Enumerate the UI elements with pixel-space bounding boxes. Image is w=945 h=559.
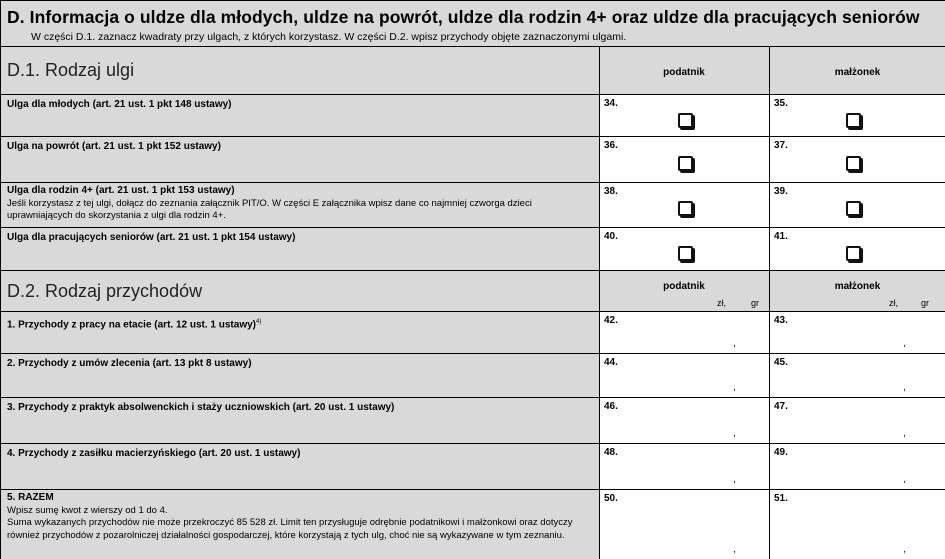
- field-number: 34.: [604, 98, 618, 109]
- currency-zl-taxpayer: zł,: [717, 298, 726, 308]
- relief-checkbox-taxpayer[interactable]: [678, 156, 693, 171]
- field-number: 50.: [604, 493, 618, 504]
- field-number: 46.: [604, 401, 618, 412]
- field-number: 37.: [774, 140, 788, 151]
- field-number: 38.: [604, 186, 618, 197]
- income-input-taxpayer[interactable]: [599, 398, 769, 443]
- total-input-taxpayer[interactable]: [599, 490, 769, 559]
- taxpayer-cell: [599, 183, 769, 227]
- field-number: 45.: [774, 357, 788, 368]
- relief-row: [1, 94, 945, 136]
- spouse-cell: [769, 95, 945, 136]
- decimal-separator: ,: [903, 382, 906, 393]
- d1-heading-row: [1, 47, 945, 94]
- d2-col-taxpayer: podatnik: [663, 281, 705, 292]
- d2-heading-row: [1, 270, 945, 311]
- relief-checkbox-spouse[interactable]: [846, 113, 861, 128]
- income-input-spouse[interactable]: [769, 398, 945, 443]
- income-label: 3. Przychody z praktyk absolwenckich i staży uczniowskich (art. 20 ust. 1 ustawy): [7, 402, 395, 413]
- relief-label: Ulga na powrót (art. 21 ust. 1 pkt 152 ustawy): [7, 141, 221, 152]
- currency-gr-spouse: gr: [921, 298, 930, 308]
- income-total-row: [1, 489, 945, 559]
- income-input-spouse[interactable]: [769, 312, 945, 353]
- spouse-cell: [769, 228, 945, 270]
- total-instruction: Wpisz sumę kwot z wierszy od 1 do 4.: [7, 504, 168, 516]
- decimal-separator: ,: [733, 338, 736, 349]
- section-header: [1, 1, 945, 47]
- relief-label: Ulga dla rodzin 4+ (art. 21 ust. 1 pkt 153 ustawy): [7, 185, 235, 196]
- field-number: 48.: [604, 447, 618, 458]
- relief-label: Ulga dla młodych (art. 21 ust. 1 pkt 148 ustawy): [7, 99, 232, 110]
- relief-checkbox-spouse[interactable]: [846, 201, 861, 216]
- relief-checkbox-spouse[interactable]: [846, 246, 861, 261]
- relief-checkbox-taxpayer[interactable]: [678, 201, 693, 216]
- d2-title: D.2. Rodzaj przychodów: [7, 281, 203, 301]
- income-label: 2. Przychody z umów zlecenia (art. 13 pkt 8 ustawy): [7, 358, 252, 369]
- section-instructions: W części D.1. zaznacz kwadraty przy ulgach, z których korzystasz. W części D.2. wpisz przychody objęte zaznaczonymi ulgami.: [31, 31, 627, 43]
- income-label: 1. Przychody z pracy na etacie (art. 12 ust. 1 ustawy): [7, 319, 256, 331]
- field-number: 49.: [774, 447, 788, 458]
- total-input-spouse[interactable]: [769, 490, 945, 559]
- d2-col-spouse: małżonek: [834, 281, 881, 292]
- field-number: 51.: [774, 493, 788, 504]
- column-divider: [769, 271, 770, 312]
- spouse-cell: [769, 183, 945, 227]
- decimal-separator: ,: [733, 474, 736, 485]
- footnote-ref: 4): [256, 319, 262, 325]
- column-divider: [769, 47, 770, 94]
- field-number: 41.: [774, 231, 788, 242]
- field-number: 35.: [774, 98, 788, 109]
- column-divider: [599, 271, 600, 312]
- income-input-taxpayer[interactable]: [599, 354, 769, 397]
- decimal-separator: ,: [733, 382, 736, 393]
- field-number: 47.: [774, 401, 788, 412]
- relief-checkbox-spouse[interactable]: [846, 156, 861, 171]
- field-number: 42.: [604, 315, 618, 326]
- decimal-separator: ,: [903, 474, 906, 485]
- relief-row: [1, 227, 945, 270]
- income-input-taxpayer[interactable]: [599, 312, 769, 353]
- field-number: 39.: [774, 186, 788, 197]
- income-row: [1, 353, 945, 397]
- column-divider: [599, 47, 600, 94]
- field-number: 43.: [774, 315, 788, 326]
- taxpayer-cell: [599, 137, 769, 182]
- decimal-separator: ,: [733, 544, 736, 555]
- decimal-separator: ,: [733, 428, 736, 439]
- relief-description: Jeśli korzystasz z tej ulgi, dołącz do zeznania załącznik PIT/O. W części E załącznika wpisz dane co najmniej czworga dzieci uprawniających do skorzystania z ulgi dla rodzin 4+.: [7, 197, 532, 221]
- income-input-spouse[interactable]: [769, 444, 945, 489]
- total-limit-note: Suma wykazanych przychodów nie może przekroczyć 85 528 zł. Limit ten przysługuje odrębnie podatnikowi i małżonkowi oraz dotyczy również przychodów z pozarolniczej działalności gospodarczej, które korzystają z tych ulg, choć nie są wykazywane w tym zeznaniu.: [7, 517, 573, 541]
- taxpayer-cell: [599, 228, 769, 270]
- relief-row: [1, 182, 945, 227]
- income-row: [1, 311, 945, 353]
- income-input-spouse[interactable]: [769, 354, 945, 397]
- d1-col-spouse: małżonek: [834, 67, 881, 78]
- income-row: [1, 397, 945, 443]
- relief-label: Ulga dla pracujących seniorów (art. 21 ust. 1 pkt 154 ustawy): [7, 232, 296, 243]
- currency-zl-spouse: zł,: [889, 298, 898, 308]
- d1-title: D.1. Rodzaj ulgi: [7, 60, 135, 80]
- currency-gr-taxpayer: gr: [751, 298, 760, 308]
- taxpayer-cell: [599, 95, 769, 136]
- income-label: 4. Przychody z zasiłku macierzyńskiego (art. 20 ust. 1 ustawy): [7, 448, 301, 459]
- field-number: 36.: [604, 140, 618, 151]
- d1-col-taxpayer: podatnik: [663, 67, 705, 78]
- decimal-separator: ,: [903, 338, 906, 349]
- relief-checkbox-taxpayer[interactable]: [678, 113, 693, 128]
- section-title: D. Informacja o uldze dla młodych, uldze na powrót, uldze dla rodzin 4+ oraz uldze dla pracujących seniorów: [7, 7, 920, 27]
- income-row: [1, 443, 945, 489]
- decimal-separator: ,: [903, 544, 906, 555]
- relief-checkbox-taxpayer[interactable]: [678, 246, 693, 261]
- total-label: 5. RAZEM: [7, 492, 54, 503]
- spouse-cell: [769, 137, 945, 182]
- decimal-separator: ,: [903, 428, 906, 439]
- field-number: 40.: [604, 231, 618, 242]
- field-number: 44.: [604, 357, 618, 368]
- income-input-taxpayer[interactable]: [599, 444, 769, 489]
- relief-row: [1, 136, 945, 182]
